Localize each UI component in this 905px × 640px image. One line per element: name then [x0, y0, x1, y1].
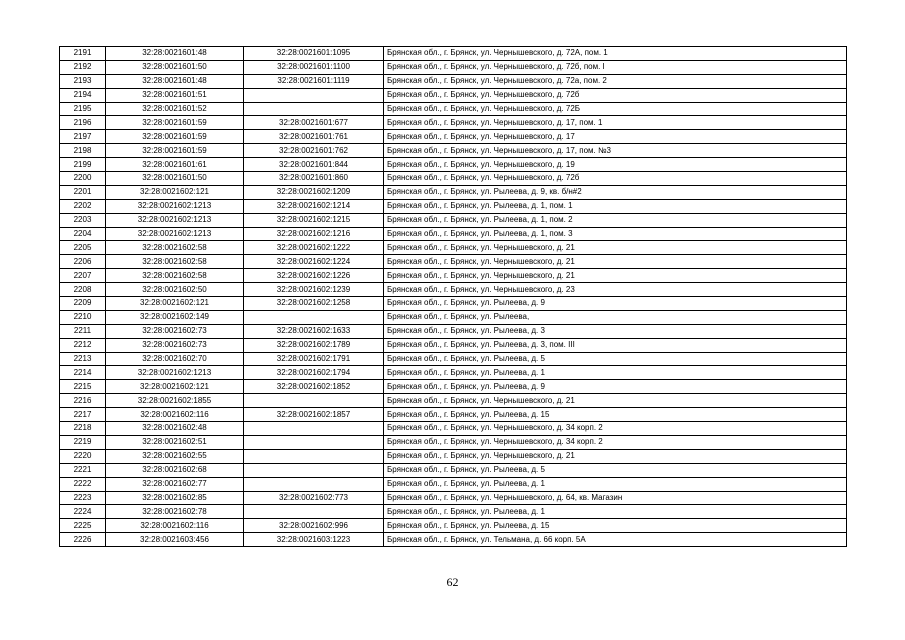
table-row: [60, 519, 847, 533]
row-number-cell: 2202: [60, 199, 106, 213]
row-number-cell: 2206: [60, 255, 106, 269]
row-number-cell: 2196: [60, 116, 106, 130]
table-row: [60, 88, 847, 102]
cadastral-number-cell: 32:28:0021602:1855: [106, 394, 244, 408]
object-cadastral-number-cell: 32:28:0021603:1223: [244, 533, 384, 547]
object-cadastral-number-cell: 32:28:0021602:996: [244, 519, 384, 533]
cadastral-number-cell: 32:28:0021602:70: [106, 352, 244, 366]
address-cell: Брянская обл., г. Брянск, ул. Чернышевского, д. 21: [384, 241, 847, 255]
table-row: [60, 505, 847, 519]
address-cell: Брянская обл., г. Брянск, ул. Чернышевского, д. 17: [384, 130, 847, 144]
table-row: [60, 60, 847, 74]
address-cell: Брянская обл., г. Брянск, ул. Чернышевского, д. 21: [384, 269, 847, 283]
cadastral-number-cell: 32:28:0021601:59: [106, 144, 244, 158]
table-row: [60, 394, 847, 408]
cadastral-number-cell: 32:28:0021602:121: [106, 380, 244, 394]
row-number-cell: 2224: [60, 505, 106, 519]
address-cell: Брянская обл., г. Брянск, ул. Рылеева, д. 3, пом. III: [384, 338, 847, 352]
object-cadastral-number-cell: 32:28:0021602:1794: [244, 366, 384, 380]
cadastral-number-cell: 32:28:0021602:73: [106, 324, 244, 338]
object-cadastral-number-cell: 32:28:0021602:1633: [244, 324, 384, 338]
table-row: [60, 408, 847, 422]
cadastral-number-cell: 32:28:0021602:1213: [106, 213, 244, 227]
address-cell: Брянская обл., г. Брянск, ул. Рылеева, д. 5: [384, 463, 847, 477]
page-number: 62: [446, 575, 459, 589]
address-cell: Брянская обл., г. Брянск, ул. Чернышевского, д. 72А, пом. 1: [384, 47, 847, 61]
cadastral-number-cell: 32:28:0021602:58: [106, 255, 244, 269]
row-number-cell: 2210: [60, 310, 106, 324]
object-cadastral-number-cell: 32:28:0021601:860: [244, 172, 384, 186]
cadastral-number-cell: 32:28:0021602:55: [106, 449, 244, 463]
registry-table-body: [60, 47, 847, 547]
row-number-cell: 2212: [60, 338, 106, 352]
row-number-cell: 2199: [60, 158, 106, 172]
address-cell: Брянская обл., г. Брянск, ул. Рылеева,: [384, 310, 847, 324]
address-cell: Брянская обл., г. Брянск, ул. Рылеева, д. 1: [384, 366, 847, 380]
cadastral-number-cell: 32:28:0021602:116: [106, 408, 244, 422]
row-number-cell: 2207: [60, 269, 106, 283]
table-row: [60, 533, 847, 547]
object-cadastral-number-cell: 32:28:0021602:1258: [244, 297, 384, 311]
row-number-cell: 2191: [60, 47, 106, 61]
cadastral-number-cell: 32:28:0021601:48: [106, 74, 244, 88]
cadastral-number-cell: 32:28:0021601:50: [106, 60, 244, 74]
row-number-cell: 2223: [60, 491, 106, 505]
cadastral-number-cell: 32:28:0021602:50: [106, 283, 244, 297]
cadastral-number-cell: 32:28:0021602:77: [106, 477, 244, 491]
row-number-cell: 2195: [60, 102, 106, 116]
object-cadastral-number-cell: 32:28:0021602:773: [244, 491, 384, 505]
object-cadastral-number-cell: 32:28:0021601:844: [244, 158, 384, 172]
row-number-cell: 2211: [60, 324, 106, 338]
cadastral-number-cell: 32:28:0021601:52: [106, 102, 244, 116]
table-row: [60, 185, 847, 199]
row-number-cell: 2216: [60, 394, 106, 408]
object-cadastral-number-cell: 32:28:0021602:1215: [244, 213, 384, 227]
table-row: [60, 144, 847, 158]
cadastral-number-cell: 32:28:0021602:68: [106, 463, 244, 477]
object-cadastral-number-cell: 32:28:0021602:1791: [244, 352, 384, 366]
address-cell: Брянская обл., г. Брянск, ул. Рылеева, д. 9: [384, 297, 847, 311]
address-cell: Брянская обл., г. Брянск, ул. Рылеева, д. 1, пом. 1: [384, 199, 847, 213]
cadastral-number-cell: 32:28:0021602:58: [106, 269, 244, 283]
table-row: [60, 116, 847, 130]
row-number-cell: 2204: [60, 227, 106, 241]
cadastral-number-cell: 32:28:0021602:85: [106, 491, 244, 505]
address-cell: Брянская обл., г. Брянск, ул. Чернышевского, д. 34 корп. 2: [384, 435, 847, 449]
cadastral-number-cell: 32:28:0021602:73: [106, 338, 244, 352]
object-cadastral-number-cell: 32:28:0021602:1224: [244, 255, 384, 269]
cadastral-number-cell: 32:28:0021602:1213: [106, 227, 244, 241]
table-row: [60, 283, 847, 297]
table-row: [60, 449, 847, 463]
address-cell: Брянская обл., г. Брянск, ул. Рылеева, д. 15: [384, 408, 847, 422]
address-cell: Брянская обл., г. Брянск, ул. Рылеева, д. 9: [384, 380, 847, 394]
table-row: [60, 477, 847, 491]
address-cell: Брянская обл., г. Брянск, ул. Тельмана, д. 66 корп. 5А: [384, 533, 847, 547]
address-cell: Брянская обл., г. Брянск, ул. Рылеева, д. 1: [384, 477, 847, 491]
object-cadastral-number-cell: [244, 435, 384, 449]
object-cadastral-number-cell: [244, 463, 384, 477]
table-row: [60, 352, 847, 366]
object-cadastral-number-cell: 32:28:0021601:761: [244, 130, 384, 144]
object-cadastral-number-cell: 32:28:0021601:1100: [244, 60, 384, 74]
object-cadastral-number-cell: 32:28:0021601:1095: [244, 47, 384, 61]
row-number-cell: 2194: [60, 88, 106, 102]
address-cell: Брянская обл., г. Брянск, ул. Чернышевского, д. 17, пом. 1: [384, 116, 847, 130]
cadastral-number-cell: 32:28:0021601:51: [106, 88, 244, 102]
address-cell: Брянская обл., г. Брянск, ул. Чернышевского, д. 19: [384, 158, 847, 172]
cadastral-number-cell: 32:28:0021601:59: [106, 130, 244, 144]
registry-table: [59, 46, 847, 547]
row-number-cell: 2213: [60, 352, 106, 366]
table-row: [60, 435, 847, 449]
object-cadastral-number-cell: [244, 477, 384, 491]
address-cell: Брянская обл., г. Брянск, ул. Чернышевского, д. 17, пом. №3: [384, 144, 847, 158]
address-cell: Брянская обл., г. Брянск, ул. Рылеева, д. 1, пом. 3: [384, 227, 847, 241]
address-cell: Брянская обл., г. Брянск, ул. Чернышевского, д. 72б, пом. I: [384, 60, 847, 74]
row-number-cell: 2198: [60, 144, 106, 158]
table-row: [60, 227, 847, 241]
address-cell: Брянская обл., г. Брянск, ул. Рылеева, д. 1: [384, 505, 847, 519]
address-cell: Брянская обл., г. Брянск, ул. Рылеева, д. 1, пом. 2: [384, 213, 847, 227]
table-row: [60, 269, 847, 283]
address-cell: Брянская обл., г. Брянск, ул. Чернышевского, д. 64, кв. Магазин: [384, 491, 847, 505]
table-row: [60, 213, 847, 227]
cadastral-number-cell: 32:28:0021602:121: [106, 185, 244, 199]
row-number-cell: 2200: [60, 172, 106, 186]
address-cell: Брянская обл., г. Брянск, ул. Чернышевского, д. 72а, пом. 2: [384, 74, 847, 88]
table-row: [60, 47, 847, 61]
object-cadastral-number-cell: [244, 422, 384, 436]
row-number-cell: 2222: [60, 477, 106, 491]
table-row: [60, 380, 847, 394]
object-cadastral-number-cell: 32:28:0021601:762: [244, 144, 384, 158]
address-cell: Брянская обл., г. Брянск, ул. Чернышевского, д. 34 корп. 2: [384, 422, 847, 436]
address-cell: Брянская обл., г. Брянск, ул. Чернышевского, д. 72б: [384, 88, 847, 102]
cadastral-number-cell: 32:28:0021602:149: [106, 310, 244, 324]
row-number-cell: 2192: [60, 60, 106, 74]
row-number-cell: 2203: [60, 213, 106, 227]
cadastral-number-cell: 32:28:0021602:58: [106, 241, 244, 255]
cadastral-number-cell: 32:28:0021602:1213: [106, 199, 244, 213]
row-number-cell: 2215: [60, 380, 106, 394]
object-cadastral-number-cell: 32:28:0021601:677: [244, 116, 384, 130]
table-row: [60, 130, 847, 144]
table-row: [60, 491, 847, 505]
row-number-cell: 2214: [60, 366, 106, 380]
table-row: [60, 324, 847, 338]
table-row: [60, 102, 847, 116]
table-row: [60, 172, 847, 186]
object-cadastral-number-cell: 32:28:0021602:1857: [244, 408, 384, 422]
object-cadastral-number-cell: 32:28:0021602:1789: [244, 338, 384, 352]
row-number-cell: 2218: [60, 422, 106, 436]
address-cell: Брянская обл., г. Брянск, ул. Чернышевского, д. 21: [384, 394, 847, 408]
address-cell: Брянская обл., г. Брянск, ул. Рылеева, д. 9, кв. б/н#2: [384, 185, 847, 199]
cadastral-number-cell: 32:28:0021602:1213: [106, 366, 244, 380]
object-cadastral-number-cell: 32:28:0021602:1226: [244, 269, 384, 283]
row-number-cell: 2221: [60, 463, 106, 477]
object-cadastral-number-cell: [244, 394, 384, 408]
cadastral-number-cell: 32:28:0021601:61: [106, 158, 244, 172]
object-cadastral-number-cell: [244, 310, 384, 324]
cadastral-number-cell: 32:28:0021602:78: [106, 505, 244, 519]
object-cadastral-number-cell: [244, 102, 384, 116]
row-number-cell: 2226: [60, 533, 106, 547]
cadastral-number-cell: 32:28:0021602:121: [106, 297, 244, 311]
row-number-cell: 2205: [60, 241, 106, 255]
row-number-cell: 2208: [60, 283, 106, 297]
object-cadastral-number-cell: 32:28:0021601:1119: [244, 74, 384, 88]
table-row: [60, 338, 847, 352]
table-row: [60, 241, 847, 255]
cadastral-number-cell: 32:28:0021601:48: [106, 47, 244, 61]
row-number-cell: 2220: [60, 449, 106, 463]
cadastral-number-cell: 32:28:0021601:50: [106, 172, 244, 186]
address-cell: Брянская обл., г. Брянск, ул. Чернышевского, д. 21: [384, 255, 847, 269]
table-row: [60, 310, 847, 324]
table-row: [60, 463, 847, 477]
cadastral-number-cell: 32:28:0021602:48: [106, 422, 244, 436]
address-cell: Брянская обл., г. Брянск, ул. Чернышевского, д. 21: [384, 449, 847, 463]
cadastral-number-cell: 32:28:0021601:59: [106, 116, 244, 130]
object-cadastral-number-cell: 32:28:0021602:1216: [244, 227, 384, 241]
table-row: [60, 199, 847, 213]
object-cadastral-number-cell: 32:28:0021602:1852: [244, 380, 384, 394]
address-cell: Брянская обл., г. Брянск, ул. Чернышевского, д. 72Б: [384, 102, 847, 116]
object-cadastral-number-cell: [244, 88, 384, 102]
cadastral-number-cell: 32:28:0021603:456: [106, 533, 244, 547]
cadastral-number-cell: 32:28:0021602:51: [106, 435, 244, 449]
row-number-cell: 2201: [60, 185, 106, 199]
table-row: [60, 158, 847, 172]
row-number-cell: 2225: [60, 519, 106, 533]
row-number-cell: 2219: [60, 435, 106, 449]
object-cadastral-number-cell: 32:28:0021602:1239: [244, 283, 384, 297]
address-cell: Брянская обл., г. Брянск, ул. Чернышевского, д. 72б: [384, 172, 847, 186]
table-row: [60, 366, 847, 380]
object-cadastral-number-cell: [244, 505, 384, 519]
cadastral-number-cell: 32:28:0021602:116: [106, 519, 244, 533]
table-row: [60, 74, 847, 88]
object-cadastral-number-cell: 32:28:0021602:1209: [244, 185, 384, 199]
address-cell: Брянская обл., г. Брянск, ул. Рылеева, д. 5: [384, 352, 847, 366]
object-cadastral-number-cell: [244, 449, 384, 463]
table-row: [60, 255, 847, 269]
object-cadastral-number-cell: 32:28:0021602:1222: [244, 241, 384, 255]
object-cadastral-number-cell: 32:28:0021602:1214: [244, 199, 384, 213]
row-number-cell: 2217: [60, 408, 106, 422]
table-row: [60, 422, 847, 436]
address-cell: Брянская обл., г. Брянск, ул. Рылеева, д. 15: [384, 519, 847, 533]
row-number-cell: 2197: [60, 130, 106, 144]
row-number-cell: 2193: [60, 74, 106, 88]
row-number-cell: 2209: [60, 297, 106, 311]
address-cell: Брянская обл., г. Брянск, ул. Рылеева, д. 3: [384, 324, 847, 338]
address-cell: Брянская обл., г. Брянск, ул. Чернышевского, д. 23: [384, 283, 847, 297]
table-row: [60, 297, 847, 311]
